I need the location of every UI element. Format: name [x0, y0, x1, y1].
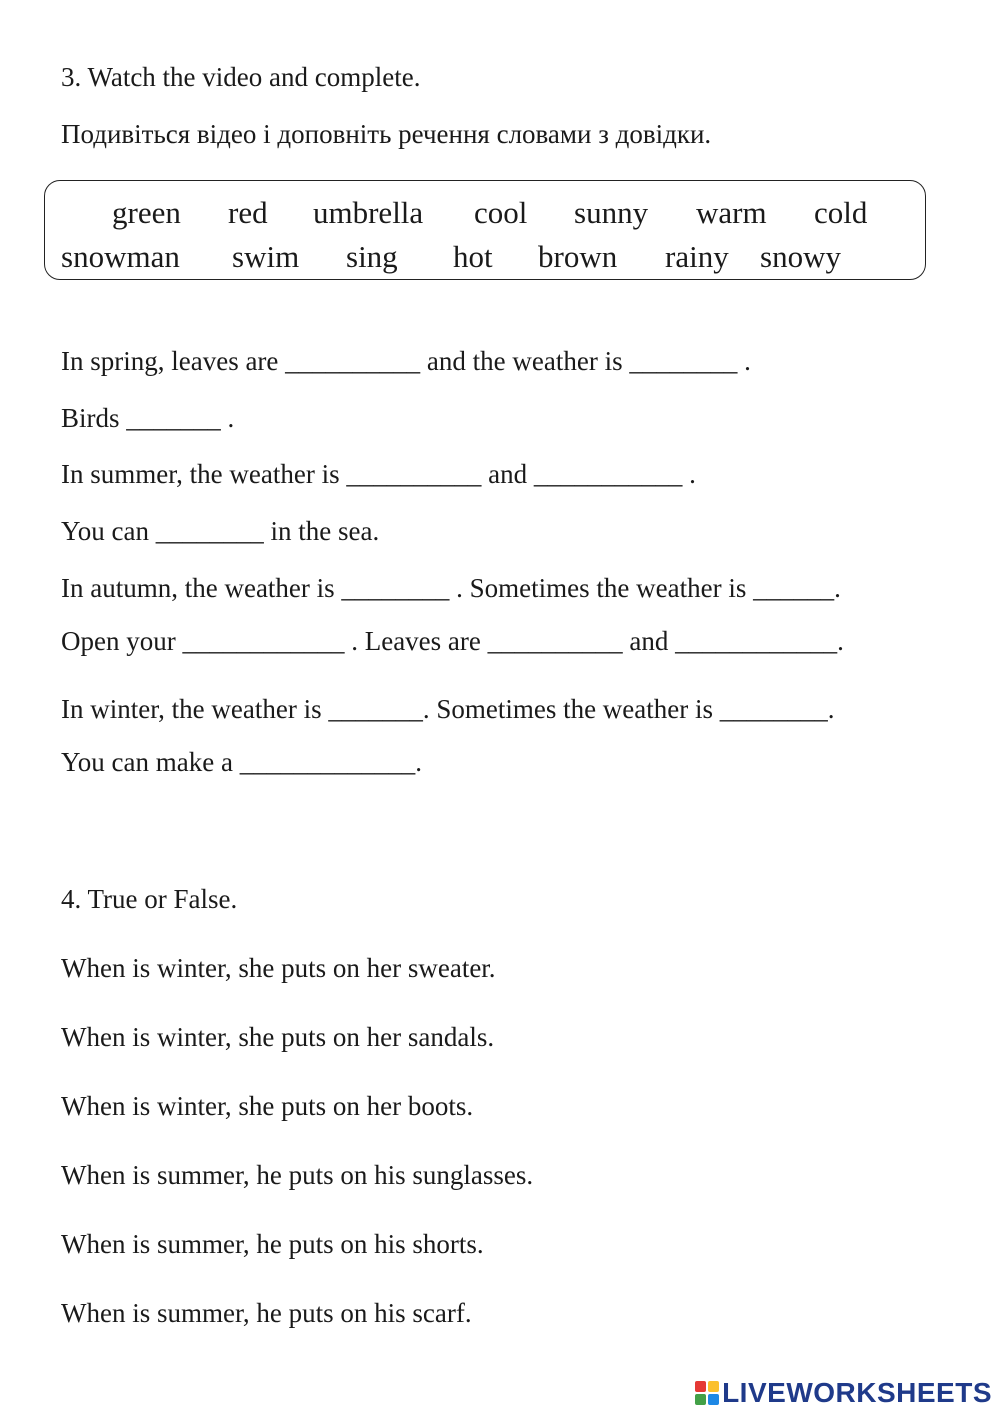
sentence-spring-1[interactable]: In spring, leaves are __________ and the weather is ________ .	[61, 346, 751, 376]
statement-2[interactable]: When is winter, she puts on her sandals.	[61, 1022, 495, 1052]
word-bank-item[interactable]: umbrella	[313, 195, 424, 230]
sentence-autumn-1[interactable]: In autumn, the weather is ________ . Sometimes the weather is ______.	[61, 573, 841, 603]
task4-title: 4. True or False.	[61, 884, 238, 914]
sentence-spring-2[interactable]: Birds _______ .	[61, 403, 235, 433]
sentence-summer-1[interactable]: In summer, the weather is __________ and ___________ .	[61, 459, 696, 489]
statement-4[interactable]: When is summer, he puts on his sunglasses.	[61, 1160, 534, 1190]
liveworksheets-logo-text: LIVEWORKSHEETS	[722, 1377, 992, 1408]
statement-5[interactable]: When is summer, he puts on his shorts.	[61, 1229, 484, 1259]
sentence-winter-1[interactable]: In winter, the weather is _______. Sometimes the weather is ________.	[61, 694, 835, 724]
word-bank-item[interactable]: rainy	[665, 239, 729, 274]
sentence-summer-2[interactable]: You can ________ in the sea.	[61, 516, 380, 546]
liveworksheets-mark-icon	[694, 1380, 720, 1406]
word-bank-item[interactable]: brown	[538, 239, 618, 274]
task3-instruction: Подивіться відео і доповніть речення словами з довідки.	[61, 119, 712, 149]
word-bank-item[interactable]: green	[112, 195, 181, 230]
statement-1[interactable]: When is winter, she puts on her sweater.	[61, 953, 496, 983]
word-bank-item[interactable]: sing	[346, 239, 398, 274]
sentence-autumn-2[interactable]: Open your ____________ . Leaves are __________ and ____________.	[61, 626, 844, 656]
word-bank-item[interactable]: cold	[814, 195, 868, 230]
sentence-winter-2[interactable]: You can make a _____________.	[61, 747, 422, 777]
word-bank-item[interactable]: sunny	[574, 195, 649, 230]
word-bank-item[interactable]: warm	[696, 195, 767, 230]
word-bank-item[interactable]: cool	[474, 195, 528, 230]
liveworksheets-logo	[694, 1378, 992, 1408]
task3-title: 3. Watch the video and complete.	[61, 62, 421, 92]
word-bank-item[interactable]: snowman	[61, 239, 180, 274]
word-bank	[44, 180, 926, 280]
word-bank-item[interactable]: red	[228, 195, 268, 230]
word-bank-item[interactable]: snowy	[760, 239, 841, 274]
word-bank-item[interactable]: hot	[453, 239, 493, 274]
statement-3[interactable]: When is winter, she puts on her boots.	[61, 1091, 474, 1121]
statement-6[interactable]: When is summer, he puts on his scarf.	[61, 1298, 472, 1328]
word-bank-item[interactable]: swim	[232, 239, 300, 274]
